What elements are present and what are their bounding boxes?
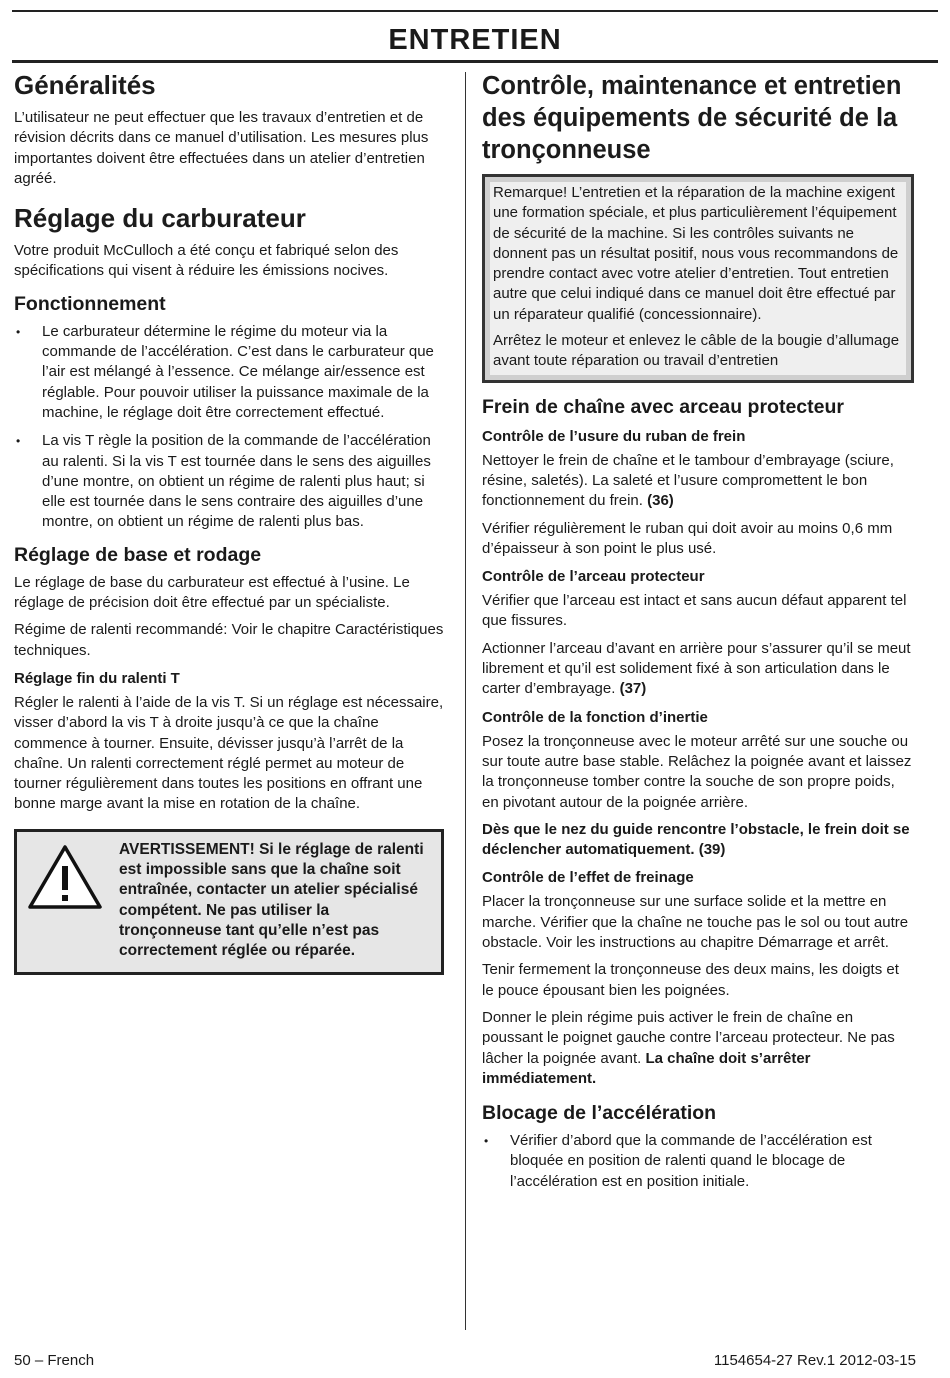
generalites-text: L’utilisateur ne peut effectuer que les travaux d’entretien et de révision décrits dans ce manuel d’utilisation. Les mesures plus importantes doivent être effectuées dans un atelier d’entretien agréé.: [14, 109, 429, 187]
figure-ref: (37): [619, 680, 647, 698]
left-column: [14, 64, 444, 975]
inertie-text: Posez la tronçonneuse avec le moteur arrêté sur une souche ou sur toute autre base stable. Relâchez la poignée avant et laissez la tronçonneuse tomber contre la souche de son propre poids, en pivotant autour de la poignée arrière.: [482, 732, 912, 811]
heading-fonctionnement: Fonctionnement: [14, 292, 166, 315]
warning-box: [14, 829, 444, 975]
heading-reglage-carburateur: Réglage du carburateur: [14, 203, 306, 234]
note-text-2: Arrêtez le moteur et enlevez le câble de la bougie d’allumage avant toute réparation ou travail d’entretien: [493, 332, 900, 370]
arceau-text-1: Vérifier que l’arceau est intact et sans aucun défaut apparent tel que fissures.: [482, 592, 907, 630]
heading-inertie: Contrôle de la fonction d’inertie: [482, 708, 708, 726]
note-box: [482, 174, 914, 383]
fonctionnement-list: [14, 322, 444, 533]
page-number: 50 – French: [14, 1352, 95, 1369]
inertie-bold-text: Dès que le nez du guide rencontre l’obstacle, le frein doit se déclencher automatiquement. (39): [482, 820, 910, 859]
heading-reglage-fin: Réglage fin du ralenti T: [14, 669, 180, 687]
list-item: • La vis T règle la position de la commande de l’accélération au ralenti. Si la vis T est tournée dans le sens des aiguilles d’une montre, on obtient un régime de ralenti plus haut; si elle est tournée dans le sens contraire des aiguilles d’une montre, on obtient un régime de ralenti plus bas.: [14, 431, 444, 532]
warning-text: AVERTISSEMENT! Si le réglage de ralenti est impossible sans que la chaîne soit entraînée, contacter un atelier spécialisé compétent. Ne pas utiliser la tronçonneuse tant qu’elle n’est pas correctement réglée ou réparée.: [119, 840, 424, 960]
heading-controle-securite: Contrôle, maintenance et entretien des équipements de sécurité de la tronçonneuse: [482, 72, 902, 164]
heading-reglage-base: Réglage de base et rodage: [14, 543, 262, 566]
heading-frein-chaine: Frein de chaîne avec arceau protecteur: [482, 395, 844, 418]
heading-effet-freinage: Contrôle de l’effet de freinage: [482, 869, 694, 887]
heading-blocage: Blocage de l’accélération: [482, 1102, 717, 1125]
usure-text-1: Nettoyer le frein de chaîne et le tambour d’embrayage (sciure, résine, saletés). La saleté et l’usure compromettent le bon fonctionnement du frein. (36): [482, 451, 894, 510]
heading-usure-ruban: Contrôle de l’usure du ruban de frein: [482, 427, 746, 445]
effet-text-1: Placer la tronçonneuse sur une surface solide et la mettre en marche. Vérifier que la chaîne ne touche pas le sol ou tout autre obstacle. Voir les instructions au chapitre Démarrage et arrêt.: [482, 893, 909, 952]
list-item: • Vérifier d’abord que la commande de l’accélération est bloquée en position de ralenti quand le blocage de l’accélération est en position initiale.: [482, 1131, 914, 1192]
banner-rule: [12, 60, 938, 63]
effet-bold-text: La chaîne doit s’arrêter immédiatement.: [482, 1049, 811, 1087]
effet-text-3: Donner le plein régime puis activer le frein de chaîne en poussant le poignet gauche contre l’arceau protecteur. Ne pas lâcher la poignée avant. La chaîne doit s’arrêter immédiatement.: [482, 1008, 895, 1087]
section-banner: ENTRETIEN: [388, 24, 562, 56]
reglage-text: Votre produit McCulloch a été conçu et fabriqué selon des spécifications qui visent à réduire les émissions nocives.: [14, 242, 399, 280]
warning-triangle-icon: [27, 844, 103, 910]
arceau-text-2: Actionner l’arceau d’avant en arrière pour s’assurer qu’il se meut librement et qu’il est solidement fixé à son articulation dans le carter d’embrayage. (37): [482, 639, 911, 698]
figure-ref: (36): [647, 492, 674, 510]
column-divider: [465, 72, 466, 1330]
usure-text-2: Vérifier régulièrement le ruban qui doit avoir au moins 0,6 mm d’épaisseur à son point le plus usé.: [482, 519, 893, 557]
document-id: 1154654-27 Rev.1 2012-03-15: [713, 1352, 916, 1369]
base-text-2: Régime de ralenti recommandé: Voir le chapitre Caractéristiques techniques.: [14, 621, 444, 659]
base-text-1: Le réglage de base du carburateur est effectué à l’usine. Le réglage de précision doit être effectué par un spécialiste.: [14, 573, 410, 612]
fin-text: Régler le ralenti à l’aide de la vis T. Si un réglage est nécessaire, visser d’abord la vis T à droite jusqu’à ce que la chaîne commence à tourner. Ensuite, dévisser jusqu’à l’arrêt de la chaîne. Un ralenti correctement réglé permet au moteur de tourner régulièrement dans toutes les positions en offrant une bonne marge avant la mise en rotation de la chaîne.: [14, 693, 444, 813]
heading-generalites: Généralités: [14, 70, 156, 100]
top-rule: [12, 10, 938, 12]
right-column: [482, 64, 914, 1200]
list-item: • Le carburateur détermine le régime du moteur via la commande de l’accélération. C’est dans le carburateur que l’air est mélangé à l’essence. Ce mélange air/essence est réglable. Pour pouvoir utiliser la puissance maximale de la machine, le réglage doit être correctement effectué.: [14, 322, 444, 423]
blocage-list: [482, 1131, 914, 1192]
note-text-1: Remarque! L’entretien et la réparation de la machine exigent une formation spéciale, et plus particulièrement l’équipement de sécurité de la machine. Si les contrôles suivants ne donnent pas un résultat positif, nous vous recommandons de prendre contact avec votre atelier d’entretien. Tout entretien autre que celui indiqué dans ce manuel doit être effectué par un réparateur qualifié (concessionnaire).: [493, 184, 899, 323]
effet-text-2: Tenir fermement la tronçonneuse des deux mains, les doigts et le pouce épousant bien les poignées.: [482, 961, 899, 999]
heading-arceau: Contrôle de l’arceau protecteur: [482, 568, 705, 586]
